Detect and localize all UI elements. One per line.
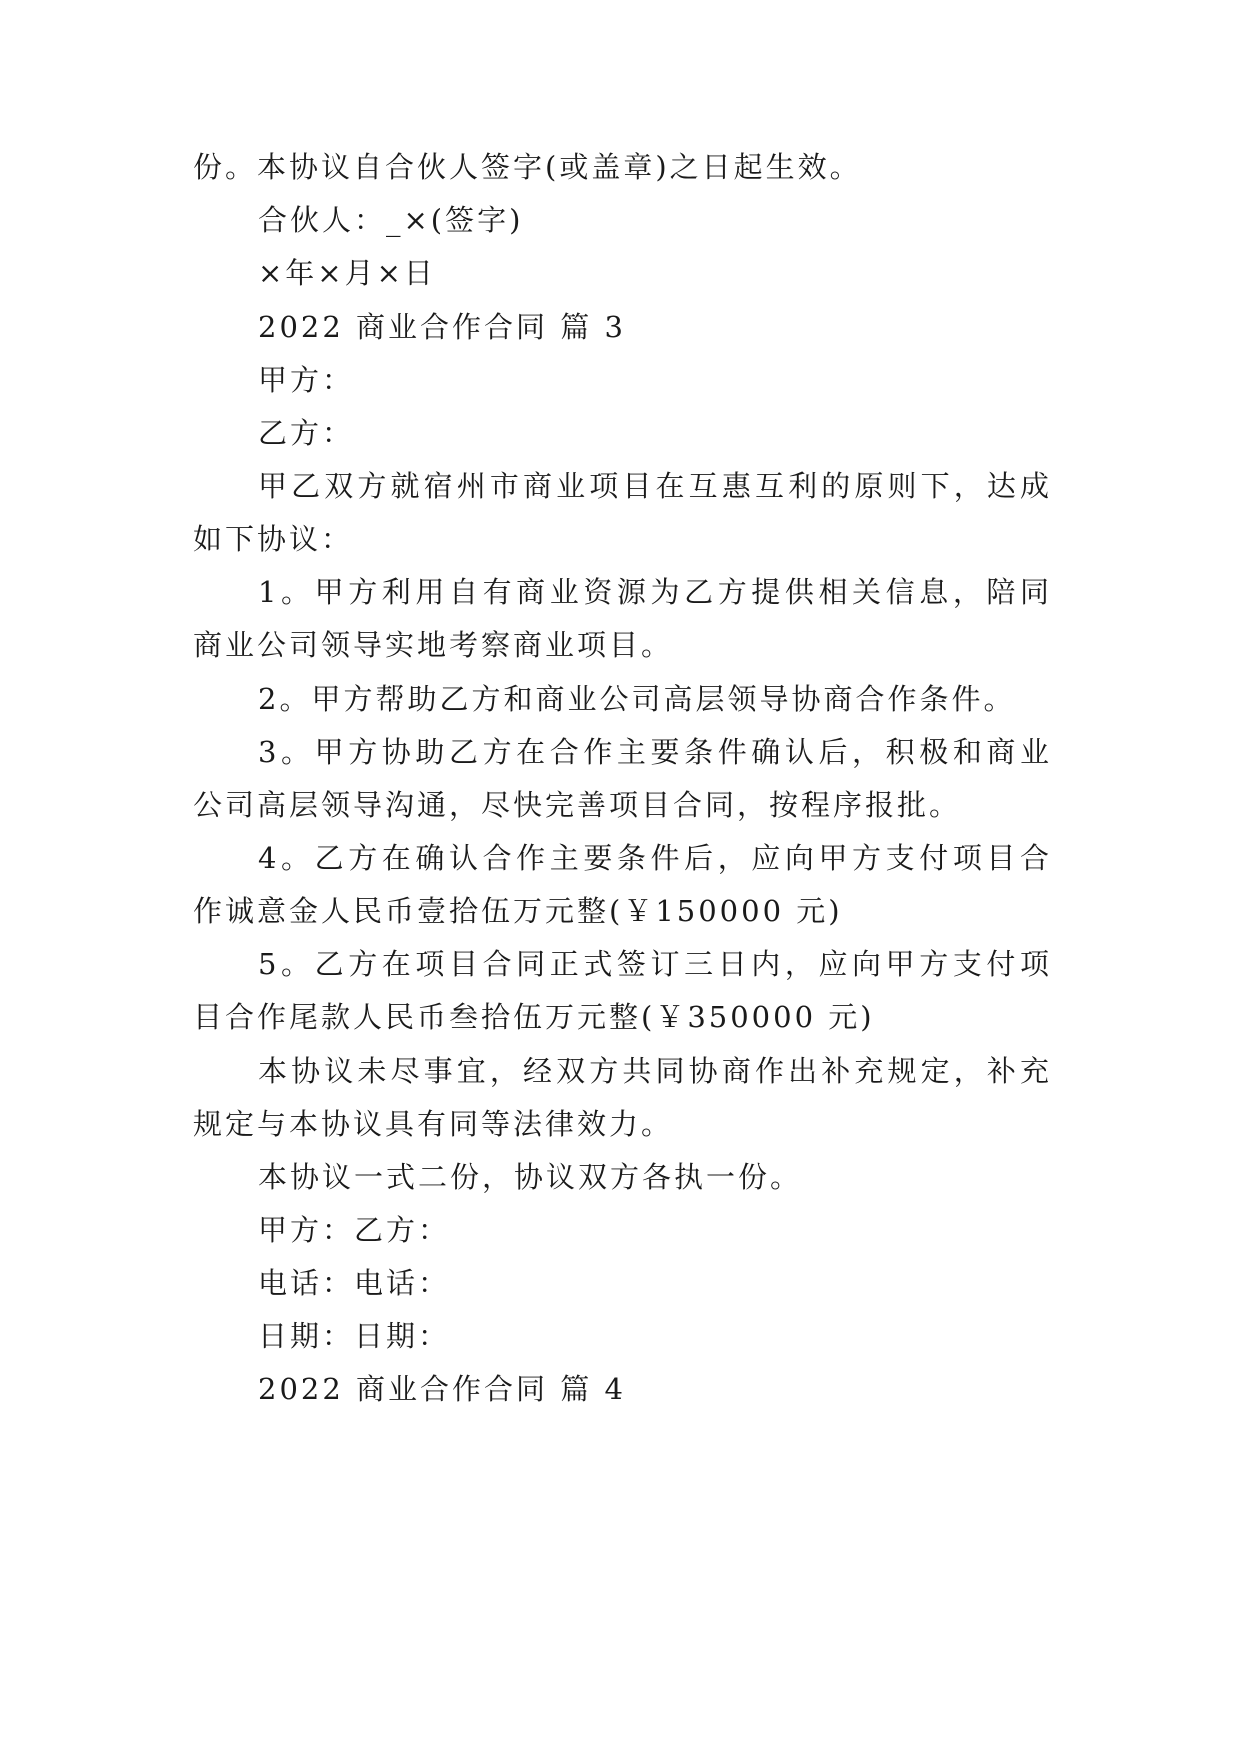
text-line: 1。甲方利用自有商业资源为乙方提供相关信息，陪同 — [258, 575, 1049, 609]
text-line: 合伙人：_×(签字) — [258, 203, 524, 237]
text-line: 2。甲方帮助乙方和商业公司高层领导协商合作条件。 — [258, 682, 1016, 716]
text-line: 本协议一式二份，协议双方各执一份。 — [258, 1160, 803, 1194]
text-line: ×年×月×日 — [258, 256, 436, 290]
text-line: 甲方：乙方： — [258, 1213, 451, 1247]
text-line: 目合作尾款人民币叁拾伍万元整(￥350000 元) — [193, 1000, 875, 1034]
text-line: 商业公司领导实地考察商业项目。 — [193, 628, 674, 662]
text-line: 甲乙双方就宿州市商业项目在互惠互利的原则下，达成 — [258, 469, 1049, 503]
text-line: 日期：日期： — [258, 1319, 451, 1353]
text-line: 本协议未尽事宜，经双方共同协商作出补充规定，补充 — [258, 1054, 1049, 1088]
section-heading: 2022 商业合作合同 篇 4 — [258, 1372, 626, 1406]
text-line: 甲方： — [258, 363, 355, 397]
text-line: 3。甲方协助乙方在合作主要条件确认后，积极和商业 — [258, 735, 1049, 769]
text-line: 份。本协议自合伙人签字(或盖章)之日起生效。 — [193, 150, 862, 184]
section-heading: 2022 商业合作合同 篇 3 — [258, 310, 626, 344]
text-line: 如下协议： — [193, 522, 354, 556]
text-line: 作诚意金人民币壹拾伍万元整(￥150000 元) — [193, 894, 843, 928]
text-line: 公司高层领导沟通，尽快完善项目合同，按程序报批。 — [193, 788, 962, 822]
text-line: 电话：电话： — [258, 1266, 451, 1300]
text-line: 4。乙方在确认合作主要条件后，应向甲方支付项目合 — [258, 841, 1049, 875]
text-line: 5。乙方在项目合同正式签订三日内，应向甲方支付项 — [258, 947, 1049, 981]
text-line: 乙方： — [258, 416, 355, 450]
text-line: 规定与本协议具有同等法律效力。 — [193, 1107, 674, 1141]
